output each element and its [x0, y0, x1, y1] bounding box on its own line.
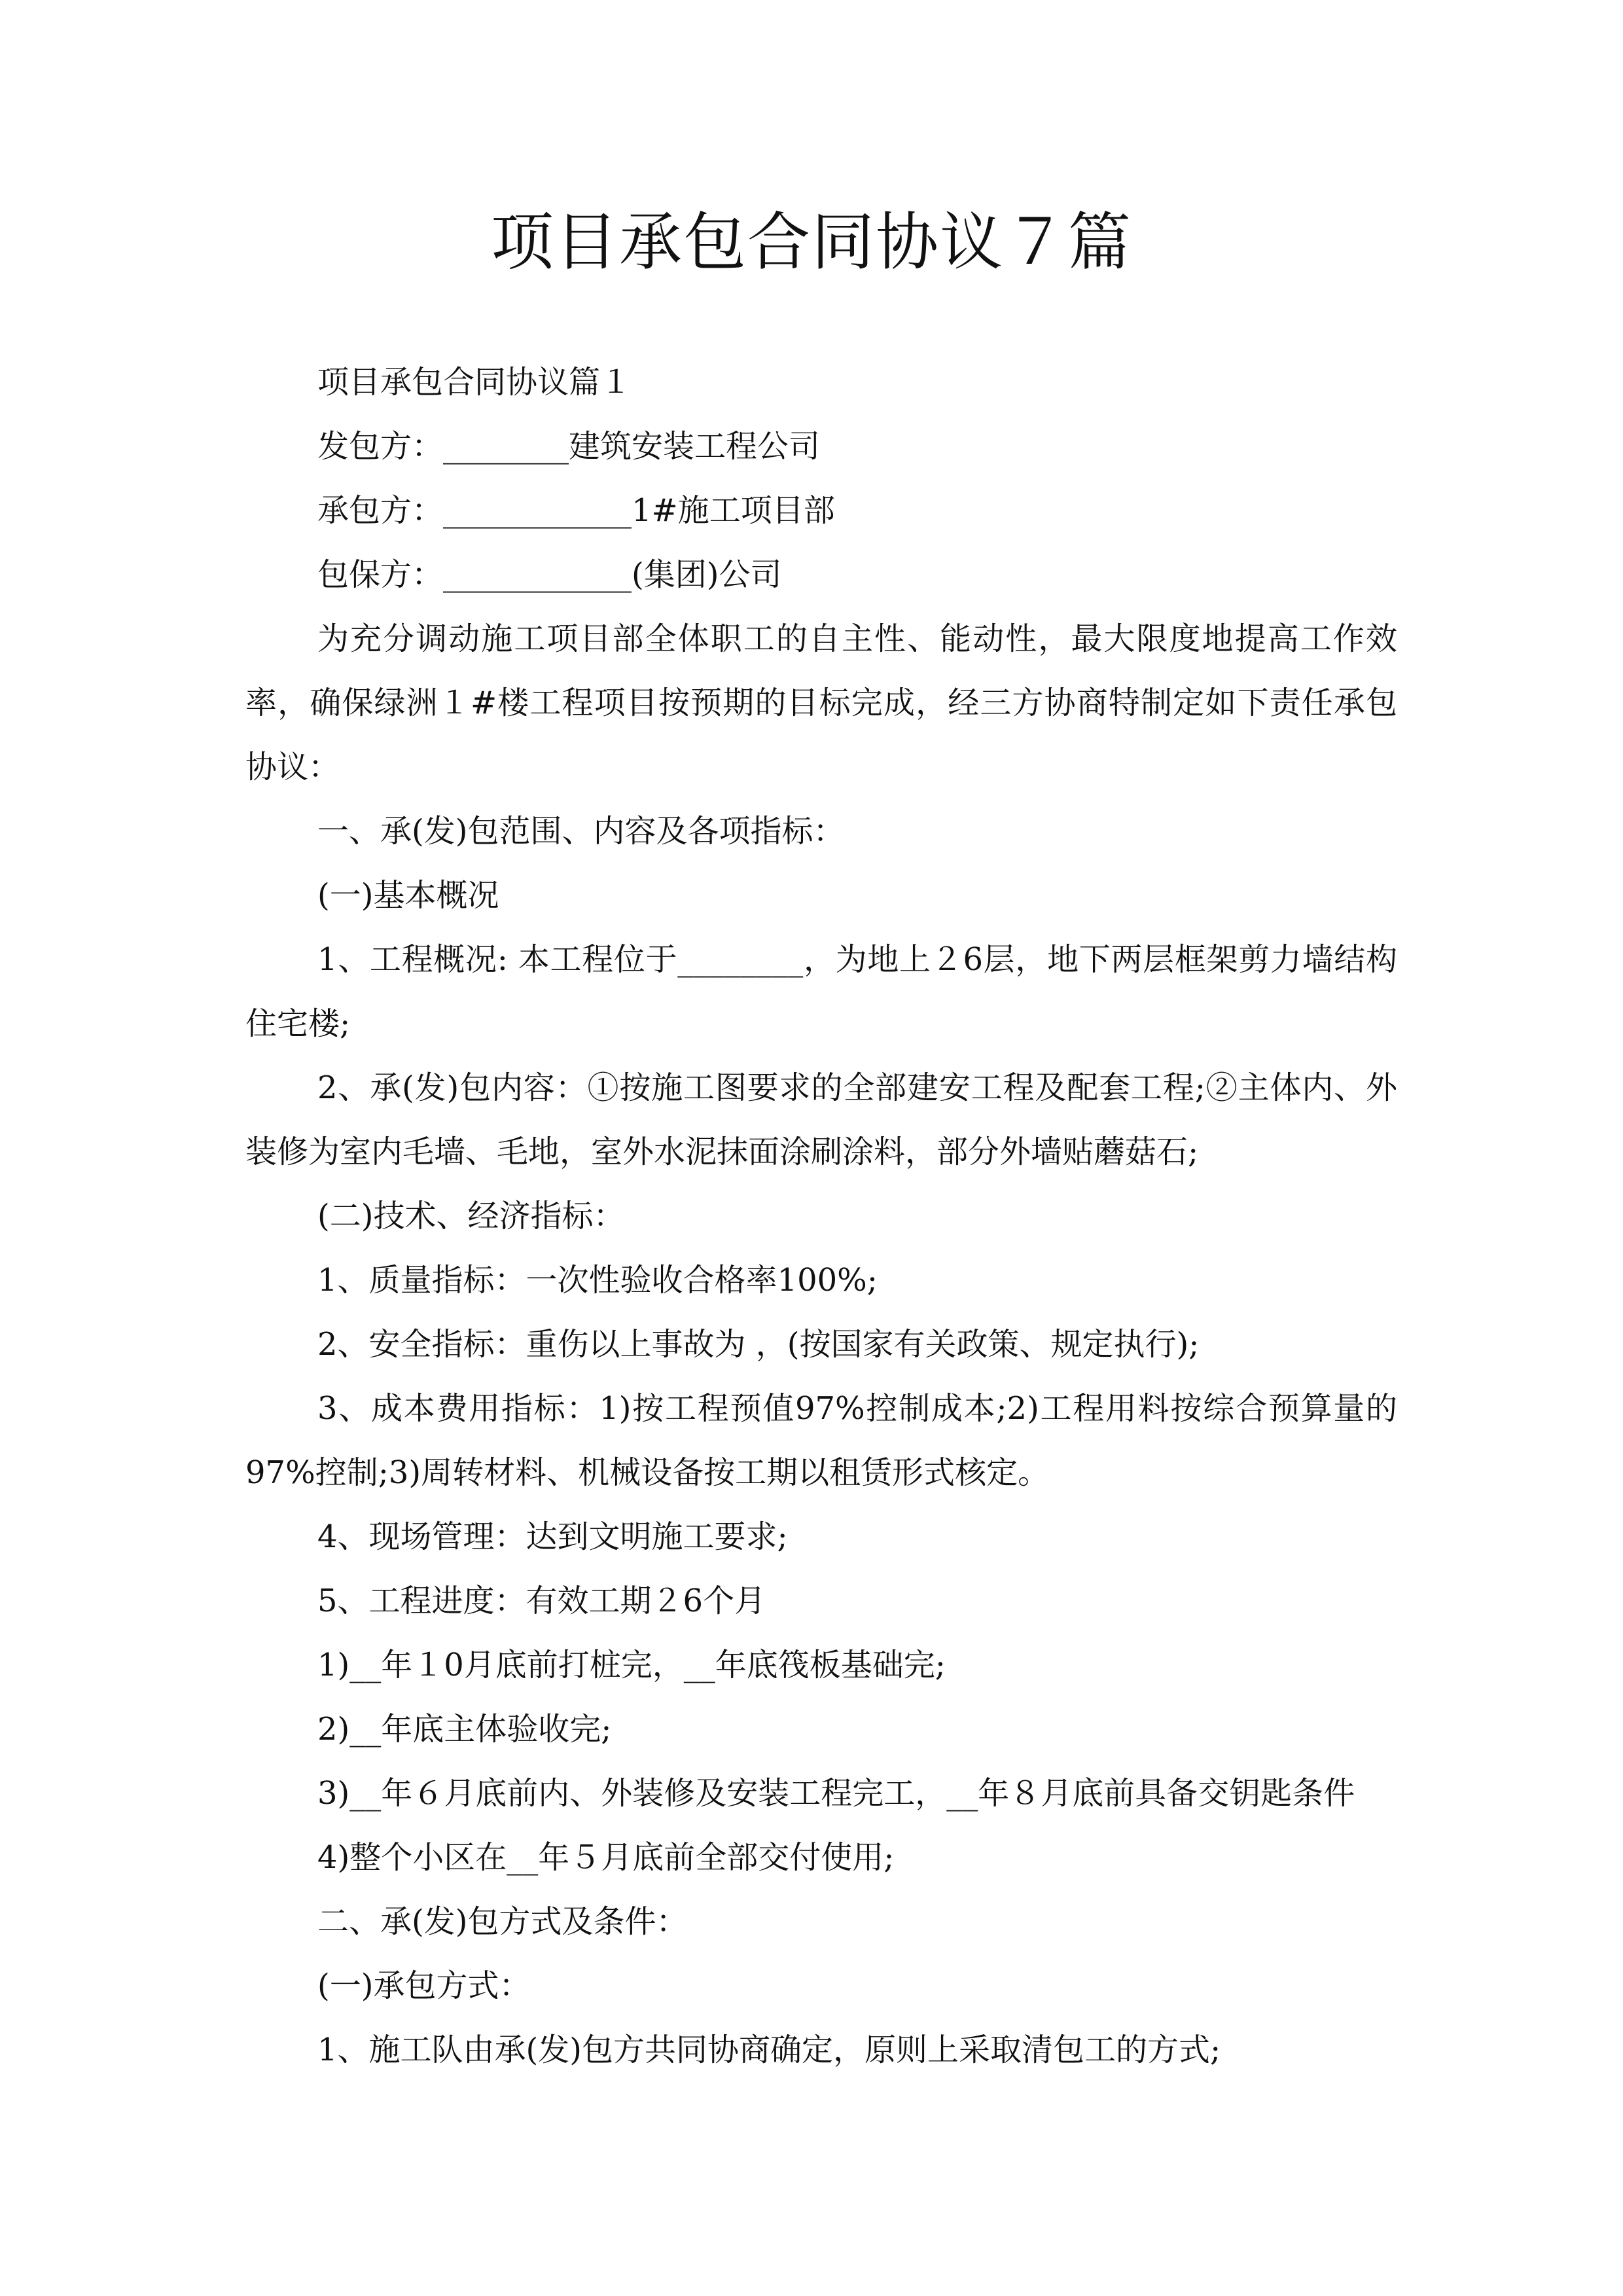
paragraph-schedule-item-4: 4)整个小区在__年５月底前全部交付使用;: [317, 1839, 895, 1876]
paragraph-section-heading: 项目承包合同协议篇１: [317, 364, 632, 401]
paragraph-project-overview: 1、工程概况: 本工程位于________，为地上２6层，地下两层框架剪力墙结构住宅楼;: [245, 941, 1397, 1042]
document-body: [245, 350, 1397, 2082]
paragraph-safety-indicator: 2、安全指标：重伤以上事故为 ，(按国家有关政策、规定执行);: [317, 1326, 1200, 1363]
paragraph-quality-indicator: 1、质量指标：一次性验收合格率100%;: [317, 1262, 878, 1299]
paragraph-subheading-indicators: (二)技术、经济指标：: [317, 1198, 625, 1234]
paragraph-subheading-overview: (一)基本概况: [317, 877, 499, 914]
paragraph-cost-indicator: 3、成本费用指标：1)按工程预值97%控制成本;2)工程用料按综合预算量的97%控制;3)周转材料、机械设备按工期以租赁形式核定。: [245, 1390, 1397, 1491]
paragraph-contract-content: 2、承(发)包内容：①按施工图要求的全部建安工程及配套工程;②主体内、外装修为室内毛墙、毛地，室外水泥抹面涂刷涂料，部分外墙贴蘑菇石;: [245, 1069, 1397, 1170]
paragraph-employer: 发包方：________建筑安装工程公司: [317, 428, 821, 465]
paragraph-site-management: 4、现场管理：达到文明施工要求;: [317, 1518, 788, 1555]
paragraph-method-item-1: 1、施工队由承(发)包方共同协商确定，原则上采取清包工的方式;: [317, 2032, 1221, 2068]
page-title: 项目承包合同协议７篇: [491, 206, 1132, 279]
paragraph-schedule: 5、工程进度：有效工期２6个月: [317, 1583, 766, 1619]
paragraph-heading-scope: 一、承(发)包范围、内容及各项指标：: [317, 813, 845, 850]
paragraph-schedule-item-3: 3)__年６月底前内、外装修及安装工程完工，__年８月底前具备交钥匙条件: [317, 1775, 1355, 1812]
paragraph-schedule-item-2: 2)__年底主体验收完;: [317, 1711, 612, 1748]
paragraph-preamble: 为充分调动施工项目部全体职工的自主性、能动性，最大限度地提高工作效率，确保绿洲１#楼工程项目按预期的目标完成，经三方协商特制定如下责任承包协议：: [245, 620, 1397, 785]
paragraph-guarantor: 包保方：____________(集团)公司: [317, 556, 782, 593]
paragraph-heading-method: 二、承(发)包方式及条件：: [317, 1903, 688, 1940]
paragraph-contractor: 承包方：____________1#施工项目部: [317, 492, 835, 529]
paragraph-subheading-method: (一)承包方式：: [317, 1967, 531, 2004]
paragraph-schedule-item-1: 1)__年１0月底前打桩完，__年底筏板基础完;: [317, 1647, 946, 1683]
